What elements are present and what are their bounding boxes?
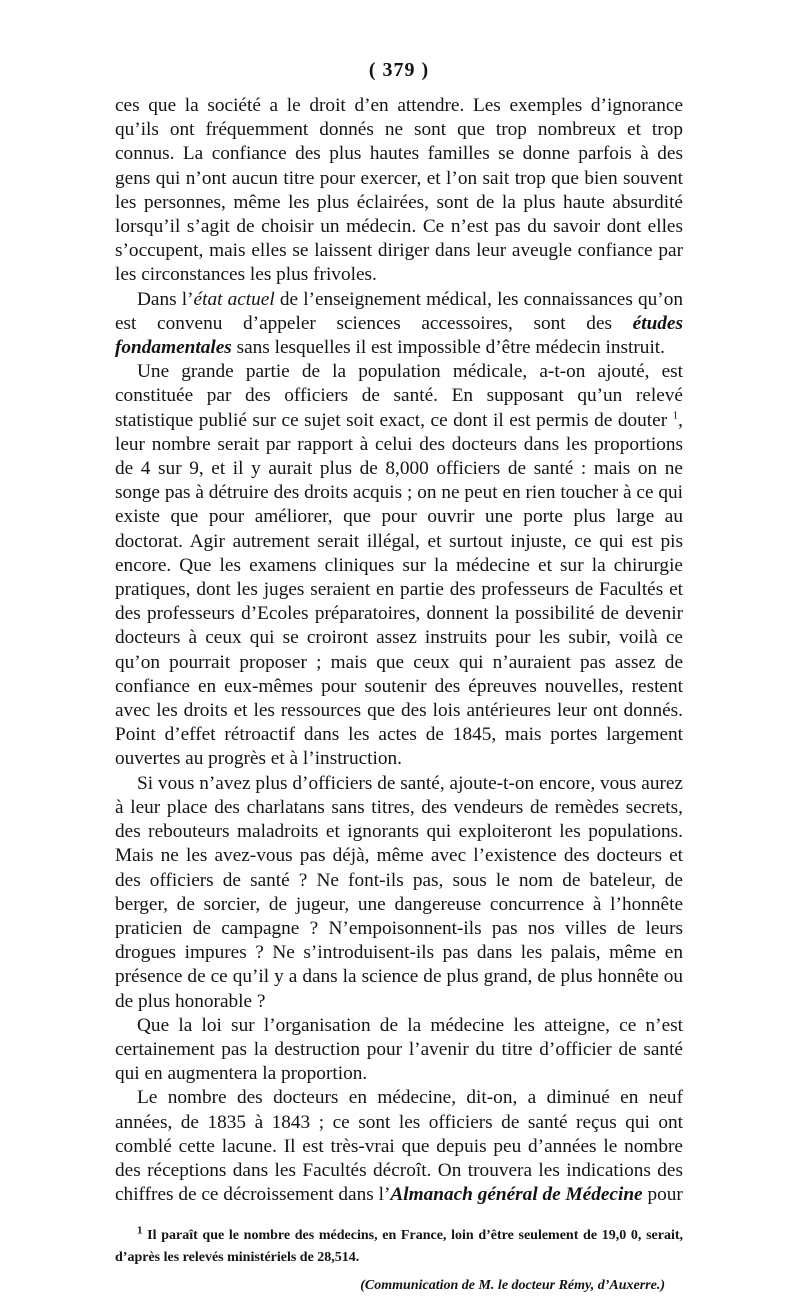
paragraph-text: Une grande partie de la population médicale, a-t-on ajouté, est constituée par des officiers de santé. En supposant qu’un relevé statistique publié sur ce sujet soit exact, ce dont il est permis de douter bbox=[115, 361, 683, 431]
document-page bbox=[115, 54, 683, 1297]
body-paragraph bbox=[115, 360, 683, 771]
body-text bbox=[115, 94, 683, 1207]
body-paragraph bbox=[115, 1086, 683, 1207]
footnotes bbox=[115, 1225, 683, 1297]
paragraph-text: sans lesquelles il est impossible d’être médecin instruit. bbox=[231, 337, 665, 359]
paragraph-text: de l’enseignement médical, les connaissances qu’on est convenu d’appeler sciences accessoires, sont des bbox=[115, 288, 683, 334]
footnote-number: 1 bbox=[137, 1224, 143, 1237]
paragraph-text: , leur nombre serait par rapport à celui des docteurs dans les proportions de 4 sur 9, et il y aurait plus de 8,000 officiers de santé : mais on ne songe pas à détruire des droits acquis ; on ne peut en rien toucher à ce qui existe que pour améliorer, que pour ouvrir une porte plus large au doctorat. Agir autrement serait illégal, et surtout injuste, ce qui est pis encore. Que les examens cliniques sur la médecine et sur la chirurgie pratiques, dont les juges seraient en partie des professeurs de Facultés et des professeurs d’Ecoles préparatoires, donnent la possibilité de devenir docteurs à ceux qui se croiront assez instruits pour les subir, voilà ce qu’on pourrait proposer ; mais que ceux qui n’auraient pas assez de confiance en eux-mêmes pour soutenir des épreuves nouvelles, restent avec les droits et les ressources que des lois antérieures leur ont donnés. Point d’effet rétroactif dans les actes de 1845, mais portes largement ouvertes au progrès et à l’instruction. bbox=[115, 409, 683, 770]
footnote-credit: (Communication de M. le docteur Rémy, d’Auxerre.) bbox=[360, 1278, 665, 1294]
paragraph-text: ces que la société a le droit d’en attendre. Les exemples d’ignorance qu’ils ont fréquemment donnés ne sont que trop nombreux et trop connus. La confiance des plus hautes familles se donne parfois à des gens qui n’ont aucun titre pour exercer, et l’on sait trop que bien souvent les personnes, même les plus éclairées, sont de la plus haute absurdité lorsqu’il s’agit de choisir un médecin. Ce n’est pas du savoir dont elles s’occupent, mais elles se laissent diriger dans leur aveugle confiance par les circonstances les plus frivoles. bbox=[115, 95, 683, 286]
body-paragraph bbox=[115, 1014, 683, 1087]
footnote bbox=[115, 1225, 683, 1269]
body-paragraph bbox=[115, 772, 683, 1014]
footnote-text: Il paraît que le nombre des médecins, en France, loin d’être seulement de 19,0 0, serait, d’après les relevés ministériels de 28,514. bbox=[115, 1228, 683, 1266]
page-number: ( 379 ) bbox=[368, 59, 430, 81]
paragraph-text: pour bbox=[642, 1184, 683, 1206]
emphasis-text: études fondamentales bbox=[115, 312, 683, 359]
emphasis-text: Almanach général de Médecine bbox=[390, 1184, 643, 1206]
footnote-list bbox=[115, 1225, 683, 1269]
italic-text: état actuel bbox=[193, 288, 275, 310]
paragraph-text: Le nombre des docteurs en médecine, dit-on, a diminué en neuf années, de 1835 à 1843 ; ce sont les officiers de santé reçus qui ont comblé cette lacune. Il est très-vrai que depuis peu d’années le nombre des réceptions dans les Facultés décroît. On trouvera les indications des chiffres de ce décroissement dans l’ bbox=[115, 1087, 683, 1206]
body-paragraph bbox=[115, 288, 683, 361]
body-paragraph bbox=[115, 94, 683, 288]
paragraph-text: Si vous n’avez plus d’officiers de santé, ajoute-t-on encore, vous aurez à leur place des charlatans sans titres, des vendeurs de remèdes secrets, des rebouteurs maladroits et ignorants qui exploiteront les populations. Mais ne les avez-vous pas déjà, même avec l’existence des docteurs et des officiers de santé ? Ne font-ils pas, sous le nom de bateleur, de berger, de sorcier, de jugeur, une dangereuse concurrence à l’honnête praticien de campagne ? N’empoisonnent-ils pas nos villes de leurs drogues impures ? Ne s’introduisent-ils pas dans les palais, même en présence de ce qu’il y a dans la science de plus grand, de plus honnête ou de plus honorable ? bbox=[115, 772, 683, 1012]
paragraph-text: Dans l’ bbox=[137, 288, 194, 310]
paragraph-text: Que la loi sur l’organisation de la médecine les atteigne, ce n’est certainement pas la destruction pour l’avenir du titre d’officier de santé qui en augmentera la proportion. bbox=[115, 1014, 683, 1085]
footnote-marker: 1 bbox=[672, 409, 679, 422]
